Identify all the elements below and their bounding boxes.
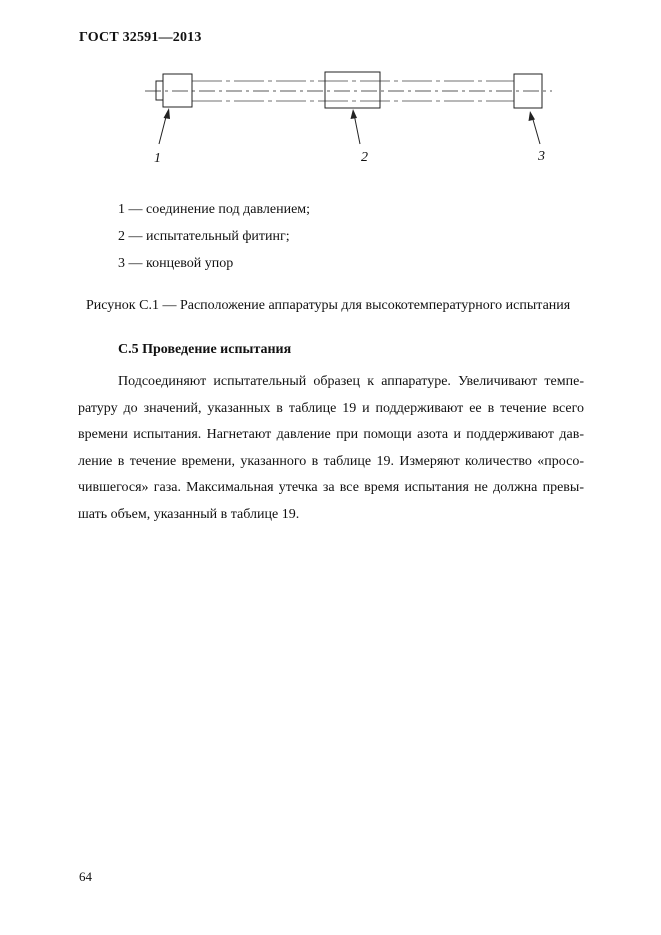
section-paragraph: Подсоединяют испытательный образец к аппаратуре. Увеличивают температуру до значений, указанных в таблице 19 и поддерживают ее в течение всего времени испытания. Нагнетают давление при помощи азота и поддерживают давление в течение времени, указанного в таблице 19. Измеряют количество «просочившегося» газа. Максимальная утечка за все время испытания не должна превышать объем, указанный в таблице 19. <box>78 374 584 522</box>
arrow-2 <box>351 109 358 119</box>
section-title: С.5 Проведение испытания <box>118 342 292 357</box>
connection-stub <box>156 81 163 100</box>
legend-item-3: 3 — концевой упор <box>118 256 234 271</box>
document-header: ГОСТ 32591—2013 <box>79 30 202 45</box>
legend-item-2: 2 — испытательный фитинг; <box>118 229 290 244</box>
arrow-1 <box>164 108 171 119</box>
callout-1: 1 <box>154 151 161 166</box>
figure-caption: Рисунок С.1 — Расположение аппаратуры для высокотемпературного испытания <box>86 298 571 313</box>
callout-2: 2 <box>361 150 368 165</box>
callout-3: 3 <box>538 149 545 164</box>
apparatus-diagram <box>0 0 661 200</box>
test-fitting <box>325 72 380 108</box>
legend-item-1: 1 — соединение под давлением; <box>118 202 311 217</box>
pressure-connection <box>163 74 192 107</box>
arrow-3 <box>529 111 536 121</box>
page-number: 64 <box>79 869 92 884</box>
